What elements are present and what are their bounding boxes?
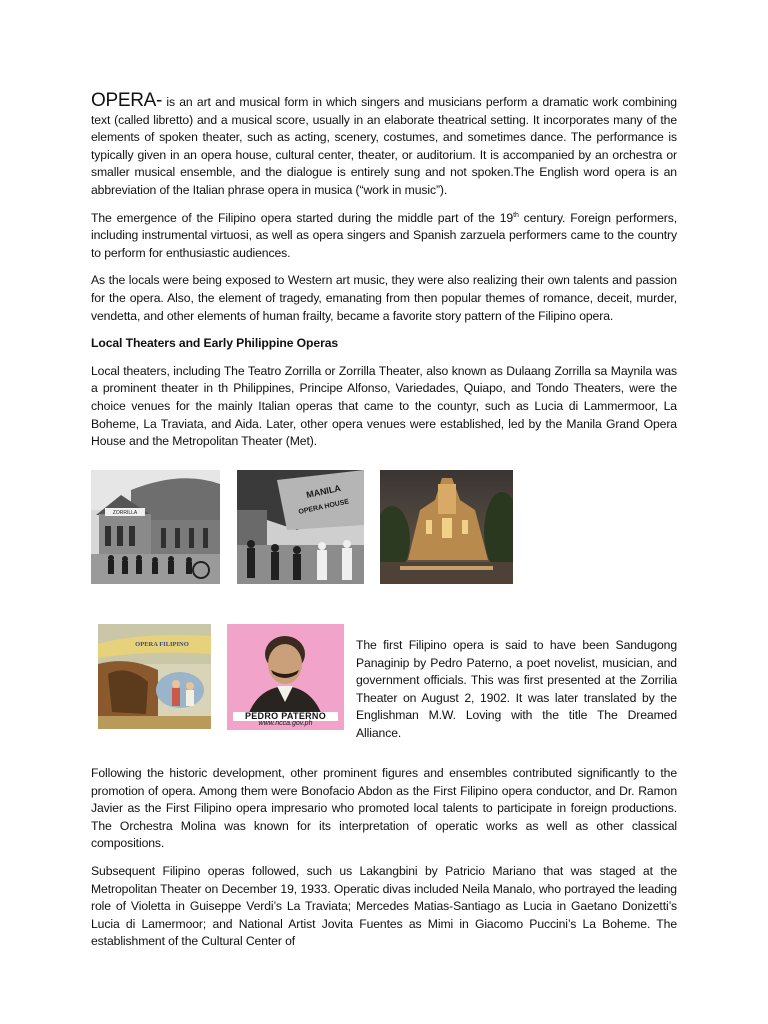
opera-lead-word: OPERA- [91,90,163,111]
metropolitan-theater-photo [380,470,513,584]
emergence-text-b: century. Foreign performers, including instrumental virtuosi, as well as opera singers and Spanish zarzuela performers came to the country to perform for enthusiastic audiences. [91,210,677,260]
prominent-figures-paragraph: Following the historic development, other prominent figures and ensembles contributed significantly to the promotion of opera. Among them were Bonofacio Abdon as the First Filipino opera conductor, and Dr. Ramon Javier as the First Filipino opera impresario who promoted local talents to participate in foreign productions. The Orchestra Molina was known for its interpretation of operatic works as well as other classical compositions. [91,766,677,851]
manila-opera-house-photo [237,470,364,584]
emergence-text-a: The emergence of the Filipino opera started during the middle part of the 19 [91,210,514,225]
poster-title: OPERA FILIPINO [135,641,189,648]
first-filipino-opera-paragraph: The first Filipino opera is said to have been Sandugong Panaginip by Pedro Paterno, a poet novelist, musician, and government officials. This was first presented at the Zorrilia Theater on August 2, 1902. It was later translated by the Englishman M.W. Loving with the title The Dreamed Alliance. [356,638,677,740]
opera-filipino-poster [98,624,211,729]
ordinal-superscript: th [513,211,519,219]
opera-house-sign: OPERA HOUSE [297,498,350,516]
portrait-caption: PEDRO PATERNO [244,711,327,721]
theaters-paragraph: Local theaters, including The Teatro Zorrilla or Zorrilla Theater, also known as Dulaang Zorrilla sa Maynila was a prominent theater in th Philippines, Principe Alfonso, Variedades, Quiapo, and Tondo Theaters, were the choice venues for the mainly Italian operas that came to the countyr, such as Lucia di Lammermoor, La Boheme, La Traviata, and Aida. Later, other opera venues were established, led by the Manila Grand Opera House and the Metropolitan Theater (Met). [91,363,677,449]
portrait-source-url: www.ncca.gov.ph [258,720,313,727]
intro-paragraph [91,92,677,200]
zorrilla-theater-photo [91,470,220,584]
section-heading: Local Theaters and Early Philippine Operas [91,336,339,351]
emergence-paragraph [91,210,677,263]
manila-sign: MANILA [305,482,342,500]
pedro-paterno-portrait [227,624,344,730]
zorrilla-sign: ZORRILLA [112,510,138,516]
lower-text-block [91,765,677,961]
subsequent-operas-paragraph: Subsequent Filipino operas followed, such us Lakangbini by Patricio Mariano that was staged at the Metropolitan Theater on December 19, 1933. Operatic divas included Neila Manalo, who portrayed the leading role of Violetta in Guiseppe Verdi’s La Traviata; Mercedes Matias-Santiago as Lucia in Gaetano Donizetti’s Lucia di Lamermoor; and National Artist Jovita Fuentes as Mimi in Giacomo Puccini’s La Boheme. The establishment of the Cultural Center of [91,863,677,949]
locals-paragraph: As the locals were being exposed to Western art music, they were also realizing their own talents and passion for the opera. Also, the element of tragedy, emanating from then popular themes of romance, deceit, murder, vendetta, and other elements of human frailty, became a favorite story pattern of the Filipino opera. [91,273,677,323]
intro-text: is an art and musical form in which singers and musicians perform a dramatic work combining text (called libretto) and a musical score, usually in an elaborate theatrical setting. It incorporates many of the elements of spoken theater, such as acting, scenery, costumes, and sometimes dance. The performance is typically given in an opera house, cultural center, theater, or auditorium. It is accompanied by an orchestra or smaller musical ensemble, and the dialogue is entirely sung and not spoken.The English word opera is an abbreviation of the Italian phrase opera in musica (“work in music”). [91,95,677,197]
upper-text-block [91,92,677,461]
